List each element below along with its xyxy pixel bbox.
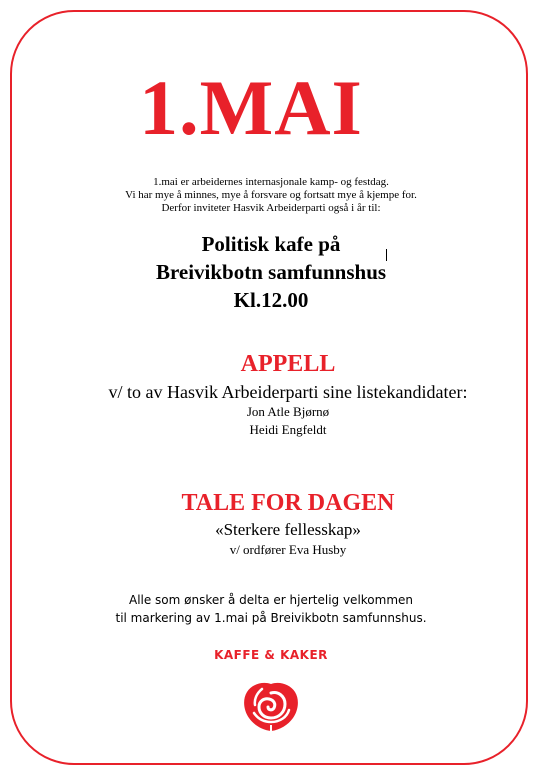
poster-title: 1.MAI	[139, 64, 363, 151]
intro-line: Derfor inviteter Hasvik Arbeiderparti også i år til:	[161, 202, 381, 214]
speaker-list	[17, 403, 542, 439]
event-venue: Breivikbotn samfunnshus	[155, 260, 387, 284]
event-title: Politisk kafe på	[201, 232, 341, 256]
labour-party-rose-icon	[242, 681, 300, 733]
event-details	[0, 230, 542, 314]
welcome-line: til markering av 1.mai på Breivikbotn samfunnshus.	[115, 611, 427, 625]
tale-speaker: v/ ordfører Eva Husby	[229, 542, 347, 557]
appell-subtitle: v/ to av Hasvik Arbeiderparti sine listekandidater:	[108, 382, 468, 402]
speaker-name: Jon Atle Bjørnø	[246, 404, 330, 419]
refreshments-label: KAFFE & KAKER	[214, 648, 328, 662]
welcome-text	[0, 591, 542, 627]
text-cursor	[386, 249, 387, 261]
event-time: Kl.12.00	[233, 288, 309, 312]
intro-text	[0, 176, 542, 215]
tale-heading: TALE FOR DAGEN	[181, 490, 395, 516]
appell-heading: APPELL	[240, 351, 336, 377]
speaker-name: Heidi Engfeldt	[249, 422, 327, 437]
tale-subtitle: «Sterkere fellesskap»	[215, 520, 361, 539]
welcome-line: Alle som ønsker å delta er hjertelig velkommen	[128, 593, 414, 607]
intro-line: 1.mai er arbeidernes internasjonale kamp- og festdag.	[153, 176, 389, 188]
intro-line: Vi har mye å minnes, mye å forsvare og fortsatt mye å kjempe for.	[125, 189, 417, 201]
